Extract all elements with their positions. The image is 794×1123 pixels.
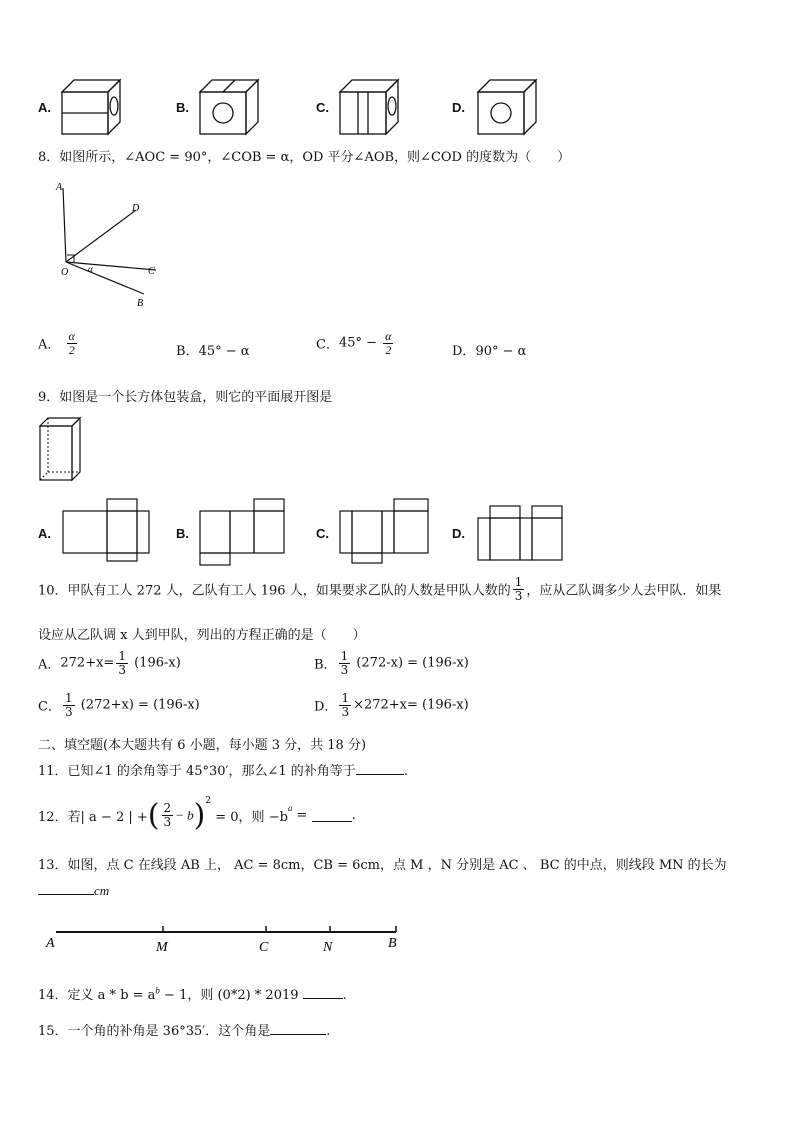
q7-option-c-label: C. <box>316 100 329 115</box>
q9-box-figure <box>38 416 84 482</box>
q13-point-n: N <box>323 940 333 955</box>
q10-question-line2: 设应从乙队调 x 人到甲队，列出的方程正确的是（ ） <box>38 628 366 643</box>
q13-point-c: C <box>259 940 269 955</box>
q7-option-b-label: B. <box>176 100 189 115</box>
q8-option-b-label: B． <box>176 344 199 359</box>
q15-question: 15．一个角的补角是 36°35′．这个角是 . <box>38 1024 331 1039</box>
q10-fraction: $\frac{1}{3}$ <box>514 575 523 603</box>
q13-point-b: B <box>388 936 397 951</box>
q8-option-d-label: D． <box>452 344 476 359</box>
q8-option-a <box>38 330 79 356</box>
q10-question-line1: 10．甲队有工人 272 人，乙队有工人 196 人，如果要求乙队的人数是甲队人数的 $\frac{1}{3}$ ，应从乙队调多少人去甲队．如果 <box>38 575 722 603</box>
q8-alpha-label: α <box>88 264 93 274</box>
q8-option-a-fraction: $\frac{\alpha}{2}$ <box>68 329 75 357</box>
q13-answer-line: cm <box>38 882 109 899</box>
q11-answer-blank[interactable] <box>356 762 404 775</box>
q9-option-d-label: D. <box>452 526 465 541</box>
q8-option-c-pre: 45° − <box>338 335 378 351</box>
q9-question-text: 9．如图是一个长方体包装盒，则它的平面展开图是 <box>38 390 333 405</box>
q8-option-a-label: A． <box>38 337 61 353</box>
q8-question-text: 8．如图所示，∠AOC = 90°，∠COB = α，OD 平分∠AOB，则∠COD 的度数为（ ） <box>38 150 571 165</box>
q10-option-a: A．272+x= $\frac{1}{3}$ (196-x) <box>38 649 181 677</box>
q13-point-m: M <box>156 940 168 955</box>
q8-option-c-fraction: $\frac{\alpha}{2}$ <box>385 329 392 357</box>
q10-option-c: C． $\frac{1}{3}$ (272+x) = (196-x) <box>38 691 200 719</box>
q8-option-d <box>452 340 526 359</box>
q9-option-c-label: C. <box>316 526 329 541</box>
q8-point-d: D <box>132 203 140 214</box>
q13-question-text: 13．如图，点 C 在线段 AB 上， AC = 8cm，CB = 6cm，点 M ，N 分别是 AC 、 BC 的中点，则线段 MN 的长为 <box>38 858 727 873</box>
q8-point-c: C <box>148 266 155 277</box>
q12-answer-blank[interactable] <box>312 809 352 822</box>
q15-answer-blank[interactable] <box>270 1022 326 1035</box>
q9-option-c-net <box>338 497 432 567</box>
q8-point-o: O <box>61 267 69 278</box>
q7-option-a-label: A. <box>38 100 51 115</box>
q14-answer-blank[interactable] <box>303 986 343 999</box>
q13-point-a: A <box>46 936 55 951</box>
q12-question: 12．若| a − 2 | +( $\frac{2}{3}$ − b)$^2$ = 0，则 $-b^a$ = . <box>38 796 356 833</box>
q8-option-b-text: 45° − α <box>198 344 250 359</box>
q8-option-c-label: C． <box>316 337 339 353</box>
q7-option-d-label: D. <box>452 100 465 115</box>
q8-point-b: B <box>137 298 144 309</box>
q9-option-d-net <box>476 502 566 564</box>
q13-segment-figure <box>46 920 406 960</box>
q8-option-d-text: 90° − α <box>475 344 527 359</box>
q11-question: 11．已知∠1 的余角等于 45°30′，那么∠1 的补角等于 . <box>38 764 408 779</box>
q9-option-b-net <box>198 497 288 567</box>
q8-option-b <box>176 340 250 359</box>
q7-option-b-cube <box>198 78 260 136</box>
q8-angle-figure <box>50 178 170 310</box>
q14-question: 14．定义 $a * b = a^b - 1$，则 (0*2) * 2019 . <box>38 985 347 1003</box>
q9-option-a-net <box>62 497 152 563</box>
q8-point-a: A <box>56 182 63 193</box>
q9-option-a-label: A. <box>38 526 51 541</box>
q13-answer-blank[interactable] <box>38 882 94 895</box>
q10-option-d: D． $\frac{1}{3}$ ×272+x= (196-x) <box>314 691 469 719</box>
section-2-heading: 二、填空题(本大题共有 6 小题，每小题 3 分，共 18 分) <box>38 738 367 753</box>
q10-option-b: B． $\frac{1}{3}$ (272-x) = (196-x) <box>314 649 469 677</box>
q9-option-b-label: B. <box>176 526 189 541</box>
q8-option-c <box>316 330 395 356</box>
q7-option-c-cube <box>338 78 400 136</box>
q7-option-d-cube <box>476 78 538 136</box>
q7-option-a-cube <box>60 78 122 136</box>
